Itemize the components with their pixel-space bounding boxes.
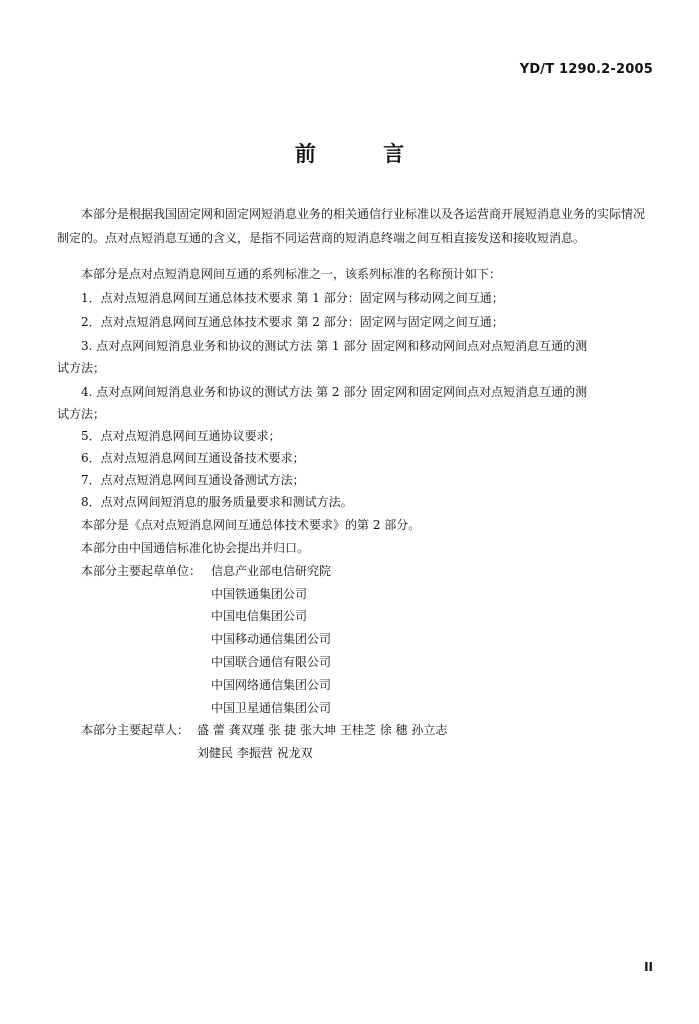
drafters-names-cont: 刘健民 李振营 祝龙双 (197, 746, 313, 760)
drafting-unit: 中国卫星通信集团公司 (211, 701, 332, 715)
drafters-names: 盛 蕾 龚双瑾 张 捷 张大坤 王桂芝 徐 穗 孙立志 (197, 723, 448, 737)
drafters-label: 本部分主要起草人： (81, 723, 190, 737)
series-item-1: 1．点对点短消息网间互通总体技术要求 第 1 部分：固定网与移动网之间互通； (81, 291, 504, 305)
standard-code: YD/T 1290.2-2005 (519, 62, 653, 77)
drafting-unit: 中国移动通信集团公司 (211, 632, 332, 646)
page-number: II (644, 960, 653, 974)
intro-paragraph: 本部分是根据我国固定网和固定网短消息业务的相关通信行业标准以及各运营商开展短消息业务的实际情况制定的。点对点短消息互通的含义，是指不同运营商的短消息终端之间互相直接发送和接收短消息。 (57, 207, 646, 245)
series-item-2: 2．点对点短消息网间互通总体技术要求 第 2 部分：固定网与固定网之间互通； (81, 315, 504, 329)
series-item-7: 7．点对点短消息网间互通设备测试方法； (81, 473, 305, 487)
series-item-8: 8．点对点网间短消息的服务质量要求和测试方法。 (81, 495, 353, 509)
series-item-5: 5．点对点短消息网间互通协议要求； (81, 429, 281, 443)
series-item-3-cont: 试方法； (57, 361, 106, 375)
part-note: 本部分是《点对点短消息网间互通总体技术要求》的第 2 部分。 (81, 518, 421, 532)
drafting-unit: 中国铁通集团公司 (211, 587, 308, 601)
proposer-note: 本部分由中国通信标准化协会提出并归口。 (81, 541, 310, 555)
series-item-6: 6．点对点短消息网间互通设备技术要求； (81, 451, 305, 465)
series-item-4-cont: 试方法； (57, 407, 106, 421)
series-item-3: 3. 点对点网间短消息业务和协议的测试方法 第 1 部分 固定网和移动网间点对点短消息互通的测 (81, 339, 588, 353)
series-intro: 本部分是点对点短消息网间互通的系列标准之一，该系列标准的名称预计如下： (81, 267, 502, 281)
series-item-4: 4. 点对点网间短消息业务和协议的测试方法 第 2 部分 固定网和固定网间点对点短消息互通的测 (81, 385, 588, 399)
drafting-unit: 中国网络通信集团公司 (211, 678, 332, 692)
drafting-unit: 中国电信集团公司 (211, 609, 308, 623)
drafting-unit: 中国联合通信有限公司 (211, 655, 332, 669)
drafting-units-label: 本部分主要起草单位： (81, 564, 202, 578)
page-title: 前 言 (294, 142, 435, 166)
drafting-unit: 信息产业部电信研究院 (211, 564, 332, 578)
